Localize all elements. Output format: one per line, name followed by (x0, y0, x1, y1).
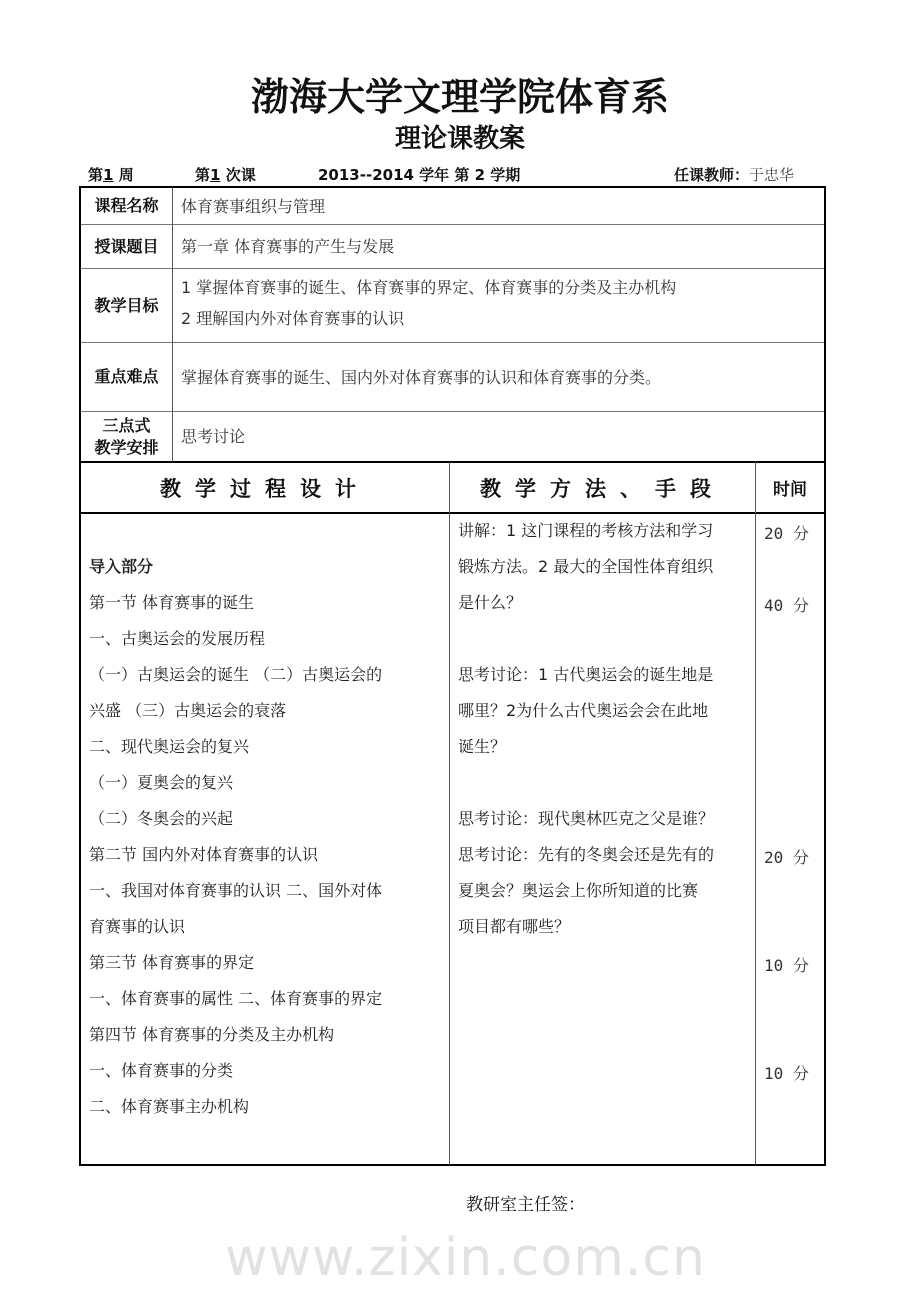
method-line: 锻炼方法。2 最大的全国性体育组织 (458, 557, 714, 576)
process-line: 二、现代奥运会的复兴 (89, 737, 250, 756)
process-line: 导入部分 (89, 557, 154, 576)
process-line: 一、古奥运会的发展历程 (89, 629, 266, 648)
process-line: 兴盛 （三）古奥运会的衰落 (89, 701, 287, 720)
process-line: 第一节 体育赛事的诞生 (89, 593, 255, 612)
lesson-number: 1 (210, 166, 221, 184)
lesson-prefix: 第 (195, 166, 211, 184)
semester-info: 2013--2014 学年 第 2 学期 (318, 166, 521, 184)
objective-1: 1 掌握体育赛事的诞生、体育赛事的界定、体育赛事的分类及主办机构 (181, 278, 677, 297)
method-line: 讲解：1 这门课程的考核方法和学习 (458, 521, 714, 540)
method-line: 哪里？2为什么古代奥运会会在此地 (458, 701, 709, 720)
teacher-info (674, 164, 794, 185)
topic-value: 第一章 体育赛事的产生与发展 (181, 237, 395, 256)
course-name-value: 体育赛事组织与管理 (181, 196, 326, 216)
time-value: 10 分 (764, 1064, 809, 1083)
week-suffix: 周 (118, 166, 134, 184)
process-line: 第四节 体育赛事的分类及主办机构 (89, 1025, 335, 1044)
objective-2: 2 理解国内外对体育赛事的认识 (181, 309, 405, 328)
method-line: 是什么？ (458, 593, 523, 612)
key-points-label: 重点难点 (94, 367, 159, 386)
method-line: 思考讨论：1 古代奥运会的诞生地是 (458, 665, 714, 684)
key-points-value: 掌握体育赛事的诞生、国内外对体育赛事的认识和体育赛事的分类。 (181, 367, 662, 387)
arrangement-value: 思考讨论 (181, 427, 246, 446)
course-name-label: 课程名称 (94, 196, 159, 215)
arrangement-label (81, 412, 172, 461)
topic-label: 授课题目 (94, 236, 159, 256)
method-line: 思考讨论：现代奥林匹克之父是谁？ (458, 809, 715, 828)
method-line: 夏奥会？奥运会上你所知道的比赛 (458, 881, 699, 900)
arrangement-label-line-1: 三点式 (102, 415, 151, 435)
week-prefix: 第 (88, 166, 104, 184)
signature-label: 教研室主任签： (466, 1195, 585, 1215)
process-line: （一）夏奥会的复兴 (89, 773, 234, 792)
lesson-info (195, 164, 256, 185)
method-line: 项目都有哪些？ (458, 917, 571, 936)
teacher-label: 任课教师： (674, 166, 750, 184)
process-line: 二、体育赛事主办机构 (89, 1097, 250, 1116)
objectives-label: 教学目标 (94, 295, 159, 315)
process-header: 教学过程设计 (160, 476, 370, 501)
time-value: 40 分 (764, 596, 809, 615)
time-value: 20 分 (764, 524, 809, 543)
process-line: 一、体育赛事的分类 (89, 1061, 234, 1080)
time-header: 时间 (773, 480, 807, 500)
process-line: 一、我国对体育赛事的认识 二、国外对体 (89, 881, 383, 900)
time-value: 10 分 (764, 956, 809, 975)
arrangement-label-line-2: 教学安排 (94, 437, 159, 457)
objectives-value (181, 272, 676, 336)
week-number: 1 (103, 166, 114, 184)
process-line: 第二节 国内外对体育赛事的认识 (89, 845, 319, 864)
watermark: www.zixin.com.cn (225, 1228, 706, 1288)
document-subtitle: 理论课教案 (394, 124, 525, 154)
process-line: （一）古奥运会的诞生 （二）古奥运会的 (89, 665, 383, 684)
process-line: 一、体育赛事的属性 二、体育赛事的界定 (89, 989, 383, 1008)
method-header: 教学方法、手段 (480, 476, 725, 501)
method-line: 思考讨论：先有的冬奥会还是先有的 (458, 845, 715, 864)
week-info (88, 164, 134, 185)
teacher-name: 于忠华 (749, 166, 795, 184)
time-value: 20 分 (764, 848, 809, 867)
process-line: （二）冬奥会的兴起 (89, 809, 234, 828)
process-line: 第三节 体育赛事的界定 (89, 953, 255, 972)
process-line: 育赛事的认识 (89, 917, 186, 936)
method-line: 诞生？ (458, 737, 507, 756)
document-title: 渤海大学文理学院体育系 (250, 75, 669, 119)
lesson-suffix: 次课 (225, 166, 256, 184)
